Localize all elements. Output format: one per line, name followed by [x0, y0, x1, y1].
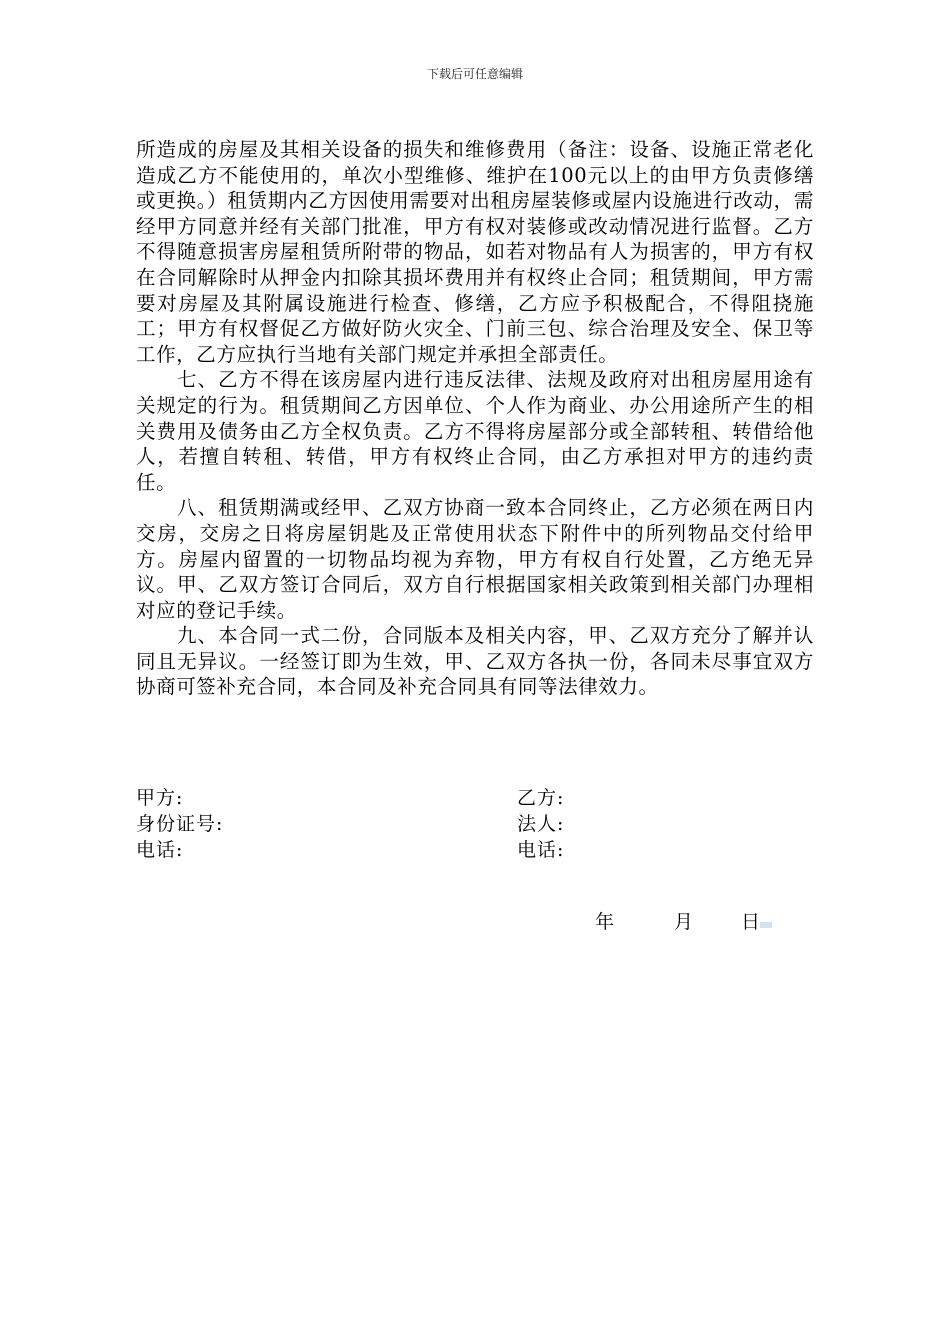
party-a-id-label: 身份证号: — [136, 813, 224, 835]
clause-continuation-paragraph: 所造成的房屋及其相关设备的损失和维修费用（备注：设备、设施正常老化造成乙方不能使用的，单次小型维修、维护在100元以上的由甲方负责修缮或更换。）租赁期内乙方因使用需要对出租房屋装修或屋内设施进行改动，需经甲方同意并经有关部门批准，甲方有权对装修或改动情况进行监督。乙方不得随意损害房屋租赁所附带的物品，如若对物品有人为损害的，甲方有权在合同解除时从押金内扣除其损坏费用并有权终止合同；租赁期间，甲方需要对房屋及其附属设施进行检查、修缮，乙方应予积极配合，不得阻挠施工；甲方有权督促乙方做好防火灾全、门前三包、综合治理及安全、保卫等工作，乙方应执行当地有关部门规定并承担全部责任。 — [136, 138, 814, 366]
date-month-label: 月 — [674, 911, 694, 933]
party-b-phone-label: 电话: — [517, 839, 565, 861]
party-b-signature — [517, 785, 564, 863]
party-a-signature — [136, 785, 223, 863]
clause-seven-paragraph: 七、乙方不得在该房屋内进行违反法律、法规及政府对出租房屋用途有关规定的行为。租赁期间乙方因单位、个人作为商业、办公用途所产生的相关费用及债务由乙方全权负责。乙方不得将房屋部分或全部转租、转借给他人，若擅自转租、转借，甲方有权终止合同，由乙方承担对甲方的违约责任。 — [136, 368, 814, 494]
contract-body — [136, 137, 814, 700]
page-header: 下载后可任意编辑 — [426, 67, 523, 81]
signature-block — [136, 785, 814, 865]
clause-eight-paragraph: 八、租赁期满或经甲、乙双方协商一致本合同终止，乙方必须在两日内交房，交房之日将房屋钥匙及正常使用状态下附件中的所列物品交付给甲方。房屋内留置的一切物品均视为弃物，甲方有权自行处置，乙方绝无异议。甲、乙双方签订合同后，双方自行根据国家相关政策到相关部门办理相对应的登记手续。 — [136, 496, 814, 622]
text-cursor-marker — [760, 922, 772, 928]
party-a-phone-label: 电话: — [136, 839, 184, 861]
date-year-label: 年 — [595, 911, 615, 933]
party-b-legal-label: 法人: — [517, 813, 565, 835]
party-a-label: 甲方: — [136, 787, 184, 809]
date-day-label: 日 — [741, 911, 761, 933]
party-b-label: 乙方: — [517, 787, 565, 809]
clause-nine-paragraph: 九、本合同一式二份，合同版本及相关内容，甲、乙双方充分了解并认同且无异议。一经签订即为生效，甲、乙双方各执一份，各同未尽事宜双方协商可签补充合同，本合同及补充合同具有同等法律效力。 — [136, 624, 814, 699]
